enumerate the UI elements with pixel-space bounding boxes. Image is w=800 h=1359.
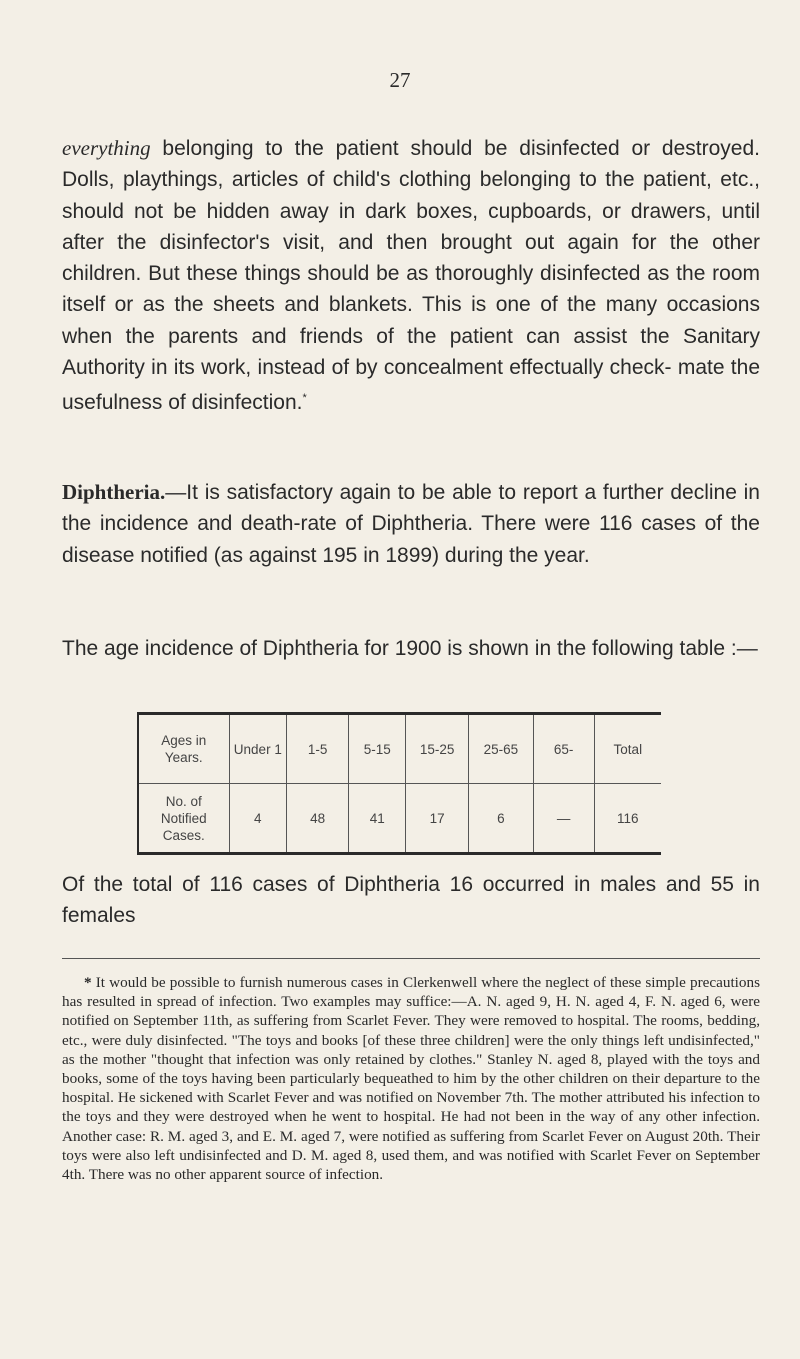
paragraph-table-intro: The age incidence of Diphtheria for 1900 is shown in the following table :— — [62, 637, 758, 660]
table-header-row — [138, 714, 661, 784]
table-cell: 116 — [594, 784, 661, 854]
footnote-reference: * — [302, 392, 307, 405]
footnote-text: It would be possible to furnish numerous cases in Clerkenwell where the neglect of these simple precautions has resulted in spread of infection. Two examples may suffice:—A. N. aged 9, H. N. aged 4, F. N. aged 6, were notified on September 11th, as suffering from Scarlet Fever. They were removed to hospital. The rooms, bedding, etc., were duly disinfected. "The toys and books [of these three children] were the only things left undisinfected," as the mother "thought that infection was only retained by clothes." Stanley N. aged 8, played with the toys and books, some of the toys having been particularly bequeathed to him by the other children on their departure to the hospital. He sickened with Scarlet Fever and was notified on November 7th. The mother attributed his infection to the toys and they were destroyed when he went to hospital. He had not been in the way of any other infection. Another case: R. M. aged 3, and E. M. aged 7, were notified as suffering from Scarlet Fever on August 20th. Their toys were also left undisinfected and D. M. aged 8, used them, and was notified with Scarlet Fever on September 4th. There was no other apparent source of infection. — [62, 974, 760, 1184]
table-header-cell: 5-15 — [349, 714, 406, 784]
age-incidence-table — [137, 712, 661, 855]
paragraph-diphtheria — [62, 477, 760, 571]
footnote — [62, 973, 760, 1184]
table-header-cell: Under 1 — [229, 714, 286, 784]
section-heading: Diphtheria. — [62, 480, 166, 504]
table-header-cell: 1-5 — [287, 714, 349, 784]
table-header-cell: 25-65 — [469, 714, 534, 784]
table-cell: 4 — [229, 784, 286, 854]
table-cell: 6 — [469, 784, 534, 854]
table-cell: 48 — [287, 784, 349, 854]
paragraph-disinfection — [62, 133, 760, 419]
paragraph-text: belonging to the patient should be disinfected or destroyed. Dolls, playthings, articles of child's clothing belonging to the patient, etc., should not be hidden away in dark boxes, cupboards, or drawers, until after the disinfector's visit, and then brought out again for the other children. But these things should be as thoroughly disinfected as the room itself or as the sheets and blankets. This is one of the many occasions when the parents and friends of the patient can assist the Sanitary Authority in its work, instead of by concealment effectually check- mate the usefulness of disinfection. — [62, 137, 760, 415]
table-header-cell: 15-25 — [406, 714, 469, 784]
table-cell: — — [533, 784, 594, 854]
table-header-cell: Total — [594, 714, 661, 784]
footnote-mark: * — [84, 974, 92, 991]
paragraph-sex-totals: Of the total of 116 cases of Diphtheria 16 occurred in males and 55 in females — [62, 873, 760, 928]
table-header-cell: 65- — [533, 714, 594, 784]
table-row-label: No. of Notified Cases. — [138, 784, 229, 854]
table-cell: 17 — [406, 784, 469, 854]
italic-lead-word: everything — [62, 136, 151, 160]
table-cell: 41 — [349, 784, 406, 854]
paragraph-text: —It is satisfactory again to be able to report a further decline in the incidence and death-rate of Diphtheria. There were 116 cases of the disease notified (as against 195 in 1899) during the year. — [62, 481, 760, 567]
page-number: 27 — [389, 68, 411, 92]
table-row — [138, 784, 661, 854]
footnote-divider — [62, 958, 760, 959]
table-header-cell: Ages in Years. — [138, 714, 229, 784]
